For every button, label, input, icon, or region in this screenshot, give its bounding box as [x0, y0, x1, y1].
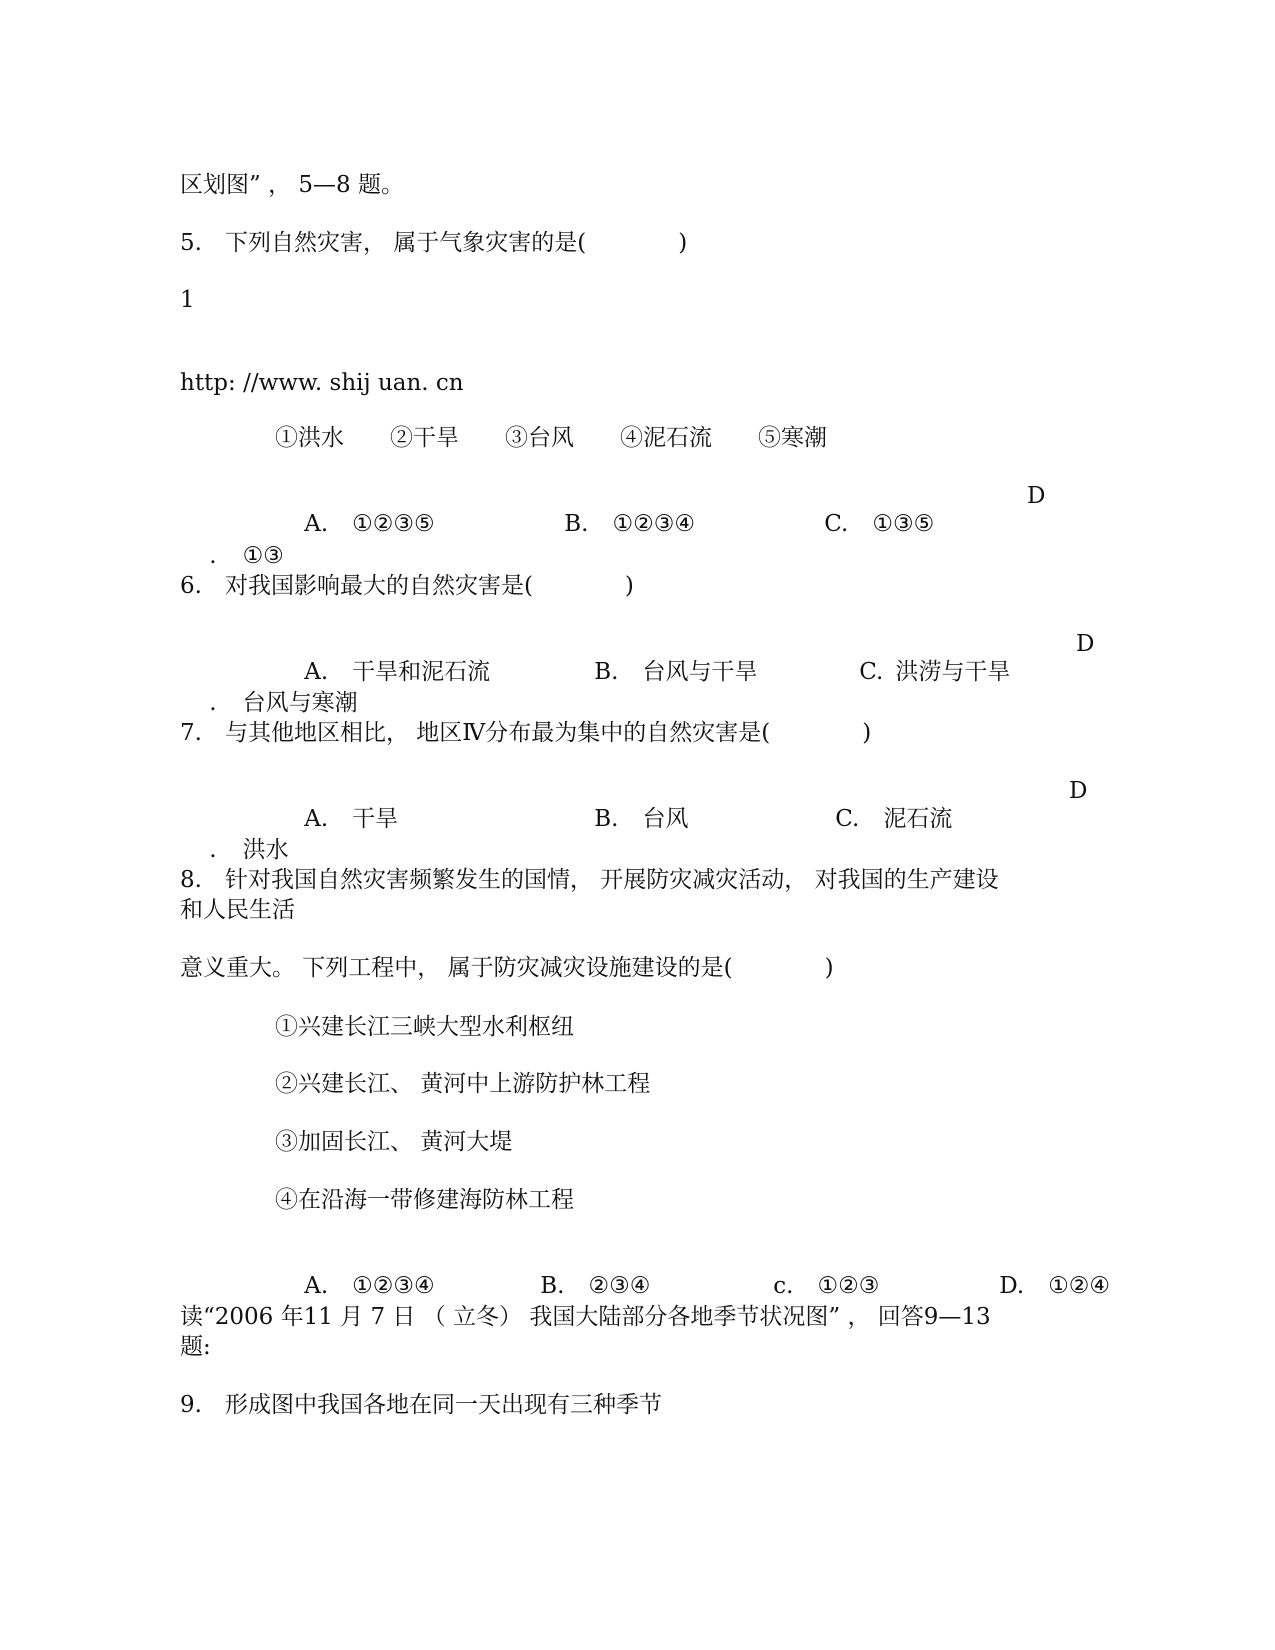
question-8-item-2: ②兴建长江、 黄河中上游防护林工程 [275, 1071, 651, 1097]
source-url: http: //www. shij uan. cn [180, 370, 464, 396]
option-text: 干旱 [352, 806, 399, 832]
option-text: ①②③④ [352, 1273, 435, 1299]
question-6-option-d-label: D [1076, 631, 1095, 657]
reading-prompt-line2: 题: [180, 1334, 211, 1360]
question-5-items: ①洪水 ②干旱 ③台风 ④泥石流 ⑤寒潮 [275, 425, 827, 451]
option-label: A. [304, 806, 329, 832]
option-text: ①②③ [817, 1273, 880, 1299]
option-text: ①②④ [1048, 1273, 1111, 1299]
option-dot: . [209, 690, 217, 716]
option-text: 干旱和泥石流 [352, 659, 491, 685]
question-8-item-1: ①兴建长江三峡大型水利枢纽 [275, 1014, 574, 1040]
option-label: C. [835, 806, 860, 832]
option-label: B. [594, 806, 619, 832]
question-8-item-3: ③加固长江、 黄河大堤 [275, 1129, 513, 1155]
question-7-stem: 7. 与其他地区相比， 地区Ⅳ分布最为集中的自然灾害是( ) [180, 720, 872, 746]
option-label: c. [773, 1273, 794, 1299]
question-5-stem: 5. 下列自然灾害， 属于气象灾害的是( ) [180, 230, 688, 256]
option-text: 洪涝与干旱 [895, 659, 1011, 685]
option-label: C. [859, 659, 884, 685]
question-6-option-b [565, 630, 757, 714]
option-text: 台风与寒潮 [242, 690, 358, 716]
question-5-option-a [275, 482, 435, 566]
question-8-stem-line1: 8. 针对我国自然灾害频繁发生的国情， 开展防灾减灾活动， 对我国的生产建设 [180, 867, 999, 893]
option-text: 洪水 [242, 837, 289, 863]
question-6-stem: 6. 对我国影响最大的自然灾害是( ) [180, 573, 634, 599]
option-label: A. [304, 511, 329, 537]
question-7-option-d-label: D [1069, 778, 1088, 804]
option-text: 台风与干旱 [642, 659, 758, 685]
option-label: A. [304, 659, 329, 685]
question-5-option-d-label: D [1027, 483, 1046, 509]
question-7-option-c [806, 777, 952, 861]
option-text: 泥石流 [883, 806, 953, 832]
option-label: B. [564, 511, 589, 537]
question-7-option-b [565, 777, 688, 861]
option-text: ①③ [242, 543, 284, 569]
question-5-option-b [535, 482, 695, 566]
question-6-option-c [830, 630, 1010, 714]
option-dot: . [209, 837, 217, 863]
intro-text: 区划图” ， 5—8 题。 [180, 172, 404, 198]
option-dot: . [209, 543, 217, 569]
question-8-option-d [970, 1244, 1110, 1328]
page-number: 1 [180, 287, 195, 313]
question-7-option-a [275, 777, 398, 861]
question-8-item-4: ④在沿海一带修建海防林工程 [275, 1187, 574, 1213]
option-label: B. [594, 659, 619, 685]
option-label: D. [999, 1273, 1025, 1299]
option-text: ①③⑤ [872, 511, 935, 537]
question-5-option-c [795, 482, 934, 566]
reading-prompt-line1: 读“2006 年11 月 7 日 （ 立冬） 我国大陆部分各地季节状况图” ， 回答9—13 [180, 1304, 991, 1330]
option-text: 台风 [642, 806, 689, 832]
option-text: ①②③⑤ [352, 511, 435, 537]
question-8-stem-line2: 和人民生活 [180, 897, 295, 923]
option-label: B. [540, 1273, 565, 1299]
option-text: ②③④ [588, 1273, 651, 1299]
option-text: ①②③④ [612, 511, 695, 537]
option-label: A. [304, 1273, 329, 1299]
question-8-stem-line3: 意义重大。 下列工程中， 属于防灾减灾设施建设的是( ) [180, 955, 834, 981]
option-label: C. [824, 511, 849, 537]
question-9-stem: 9. 形成图中我国各地在同一天出现有三种季节 [180, 1392, 662, 1418]
